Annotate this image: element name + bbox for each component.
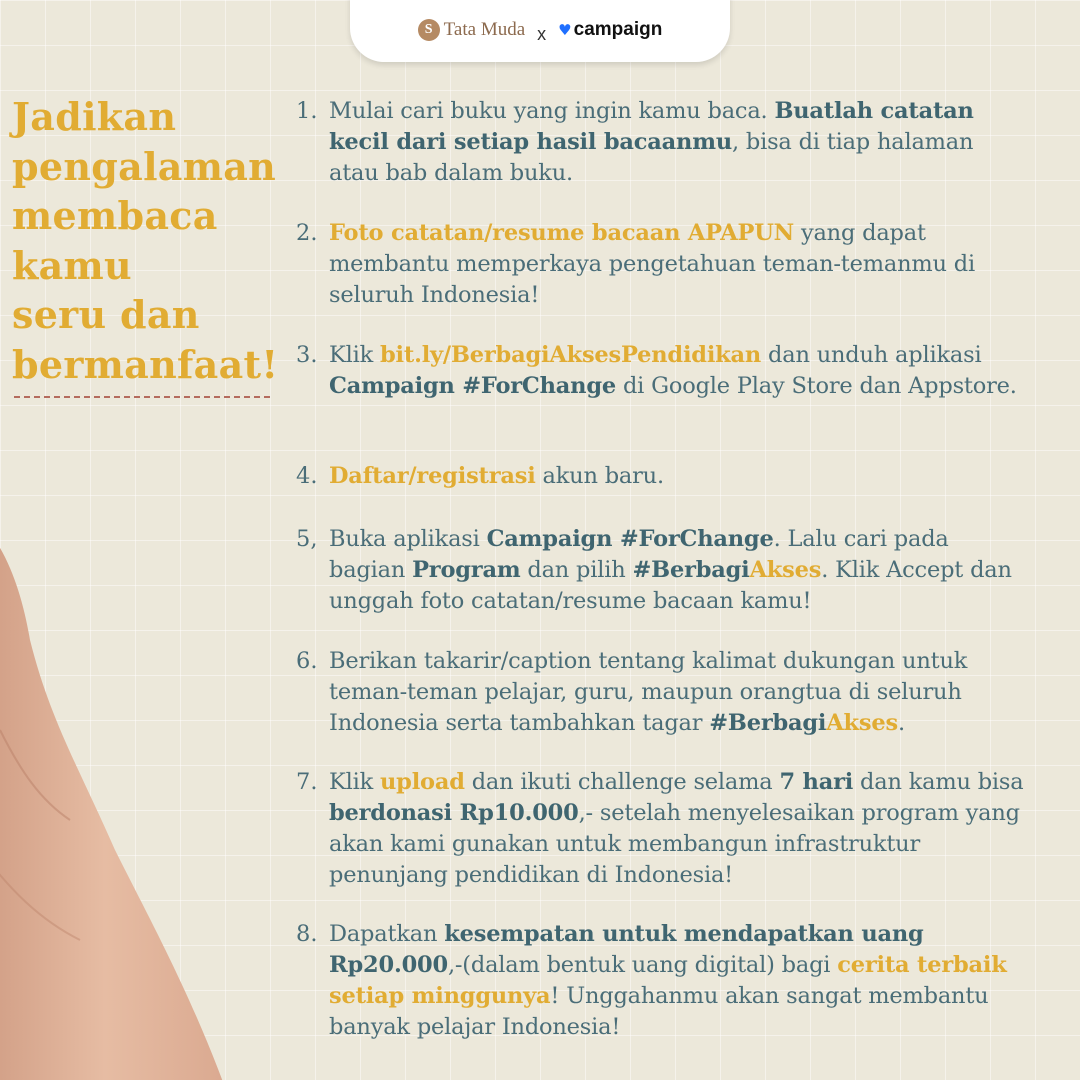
step-text-segment: Dapatkan [329, 921, 445, 947]
step-text-segment: dan unduh aplikasi [761, 342, 982, 368]
step-highlight: upload [380, 769, 465, 795]
step-text-segment: Buka aplikasi [329, 526, 487, 552]
headline-line: pengalaman [12, 143, 277, 189]
list-item [296, 461, 1036, 492]
step-highlight: 7 hari [779, 769, 854, 795]
step-highlight: #Berbagi [632, 557, 750, 583]
step-text [329, 218, 1029, 311]
step-highlight: Foto catatan/resume bacaan APAPUN [329, 220, 794, 246]
heart-icon: ♥ [558, 21, 572, 39]
step-highlight: Akses [826, 710, 898, 736]
step-text [329, 767, 1029, 891]
step-highlight: Buatlah catatan kecil dari setiap hasil bacaanmu [329, 98, 974, 155]
step-highlight: Daftar/registrasi [329, 463, 536, 489]
tata-muda-brand [418, 19, 526, 41]
tata-muda-name: Tata Muda [443, 19, 526, 40]
step-text-segment: dan kamu bisa [853, 769, 1024, 795]
campaign-brand [558, 19, 662, 41]
step-text [329, 96, 1029, 189]
step-text-segment: , bisa di tiap halaman atau bab dalam buku. [329, 129, 974, 186]
step-number: 6. [296, 648, 318, 674]
step-number: 8. [296, 921, 318, 947]
step-text [329, 919, 1029, 1043]
campaign-name: campaign [573, 19, 663, 40]
step-text-segment: . Klik Accept dan unggah foto catatan/resume bacaan kamu! [329, 557, 1012, 614]
step-text-segment: dan pilih [520, 557, 633, 583]
step-text-segment: di Google Play Store dan Appstore. [616, 373, 1017, 399]
step-text-segment: ,-(dalam bentuk uang digital) bagi [447, 952, 838, 978]
hand-photo [0, 470, 270, 1080]
step-text-segment: . [897, 710, 905, 736]
step-text-segment: Klik [329, 342, 380, 368]
step-number: 7. [296, 769, 318, 795]
step-text [329, 461, 1029, 492]
headline-line: kamu [12, 242, 132, 288]
step-number: 5, [296, 526, 318, 552]
step-text-segment: ! Unggahanmu akan sangat membantu banyak pelajar Indonesia! [329, 983, 989, 1040]
step-text-segment: yang dapat membantu memperkaya pengetahuan teman-temanmu di seluruh Indonesia! [329, 220, 975, 308]
step-highlight: bit.ly/BerbagiAksesPendidikan [380, 342, 762, 368]
step-highlight: kesempatan untuk mendapatkan uang Rp20.000 [329, 921, 924, 978]
list-item [296, 218, 1036, 311]
step-text-segment: . Lalu cari pada bagian [329, 526, 949, 583]
step-highlight: #Berbagi [709, 710, 827, 736]
step-text-segment: Mulai cari buku yang ingin kamu baca. [329, 98, 775, 124]
step-highlight: Campaign #ForChange [486, 526, 774, 552]
list-item [296, 767, 1036, 891]
step-text-segment: akun baru. [535, 463, 664, 489]
step-highlight: cerita terbaik setiap minggunya [329, 952, 1007, 1009]
list-item [296, 340, 1036, 402]
headline-line: membaca [12, 193, 218, 238]
step-text [329, 524, 1029, 617]
step-number: 4. [296, 463, 318, 489]
step-text-segment: ,- setelah menyelesaikan program yang akan kami gunakan untuk membangun infrastruktur penunjang pendidikan di Indonesia! [329, 800, 1020, 888]
headline-line: seru dan [12, 292, 200, 337]
dashed-divider [14, 396, 270, 398]
headline-line: bermanfaat! [12, 341, 279, 387]
step-number: 3. [296, 342, 318, 368]
list-item [296, 96, 1036, 189]
brand-separator: x [537, 23, 547, 44]
list-item [296, 646, 1036, 739]
headline [12, 92, 282, 389]
step-highlight: Campaign #ForChange [329, 373, 616, 399]
step-text-segment: dan ikuti challenge selama [464, 769, 780, 795]
step-text-segment: Klik [329, 769, 380, 795]
step-highlight: Program [412, 557, 521, 583]
step-number: 1. [296, 98, 318, 124]
list-item [296, 524, 1036, 617]
step-text-segment: Berikan takarir/caption tentang kalimat dukungan untuk teman-teman pelajar, guru, maupun orangtua di seluruh Indonesia serta tambahkan tagar [329, 648, 968, 736]
step-highlight: Akses [749, 557, 822, 583]
step-text [329, 646, 1029, 739]
step-text [329, 340, 1029, 402]
tata-muda-logo: S [418, 19, 440, 41]
header-brand-tab [350, 0, 730, 62]
headline-line: Jadikan [12, 94, 177, 139]
list-item [296, 919, 1036, 1043]
step-number: 2. [296, 220, 318, 246]
step-highlight: berdonasi Rp10.000 [329, 800, 579, 826]
